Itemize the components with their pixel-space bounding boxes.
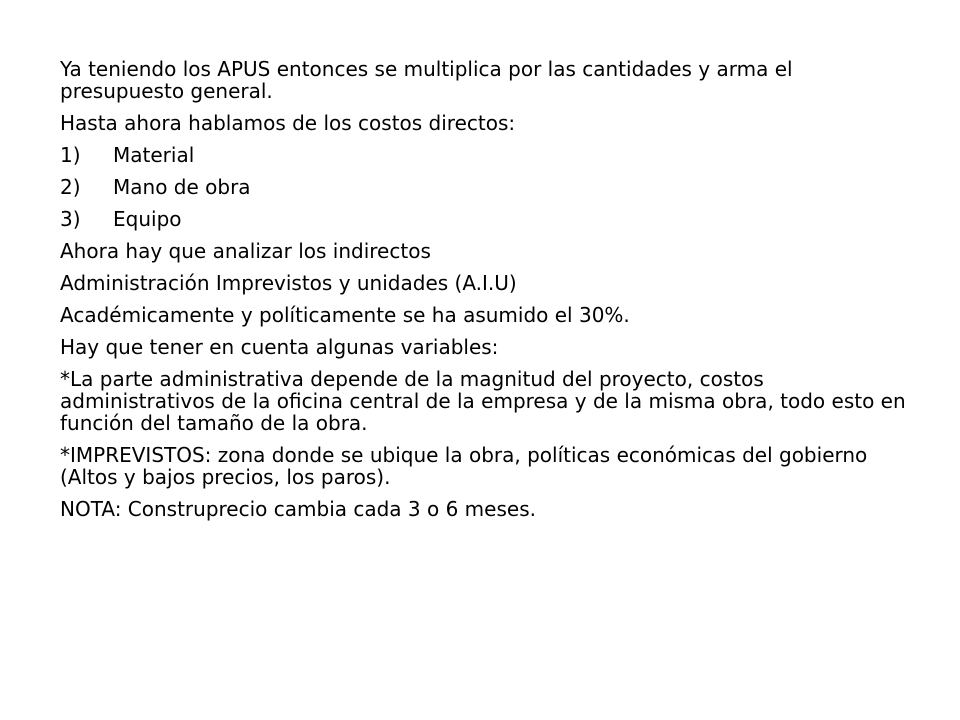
paragraph-treinta-por-ciento: Académicamente y políticamente se ha asumido el 30%. <box>60 303 630 327</box>
list-item-label: Material <box>113 143 195 167</box>
paragraph-imprevistos: *IMPREVISTOS: zona donde se ubique la obra, políticas económicas del gobierno (Altos y bajos precios, los paros). <box>60 443 868 489</box>
list-item-equipo <box>60 208 910 230</box>
list-item-label: Mano de obra <box>113 175 251 199</box>
list-item-mano-de-obra <box>60 176 910 198</box>
paragraph-administrativa: *La parte administrativa depende de la magnitud del proyecto, costos administrativos de la oficina central de la empresa y de la misma obra, todo esto en función del tamaño de la obra. <box>60 367 906 435</box>
paragraph-costos-directos: Hasta ahora hablamos de los costos directos: <box>60 111 516 135</box>
slide-body <box>60 58 910 530</box>
list-item-label: Equipo <box>113 207 182 231</box>
paragraph-indirectos: Ahora hay que analizar los indirectos <box>60 239 431 263</box>
paragraph-aiu: Administración Imprevistos y unidades (A.I.U) <box>60 271 517 295</box>
list-number: 1) <box>60 143 81 167</box>
paragraph-variables: Hay que tener en cuenta algunas variables: <box>60 335 499 359</box>
paragraph-apus: Ya teniendo los APUS entonces se multiplica por las cantidades y arma el presupuesto general. <box>60 57 793 103</box>
list-item-material <box>60 144 910 166</box>
list-number: 2) <box>60 175 81 199</box>
list-number: 3) <box>60 207 81 231</box>
paragraph-nota: NOTA: Construprecio cambia cada 3 o 6 meses. <box>60 497 536 521</box>
